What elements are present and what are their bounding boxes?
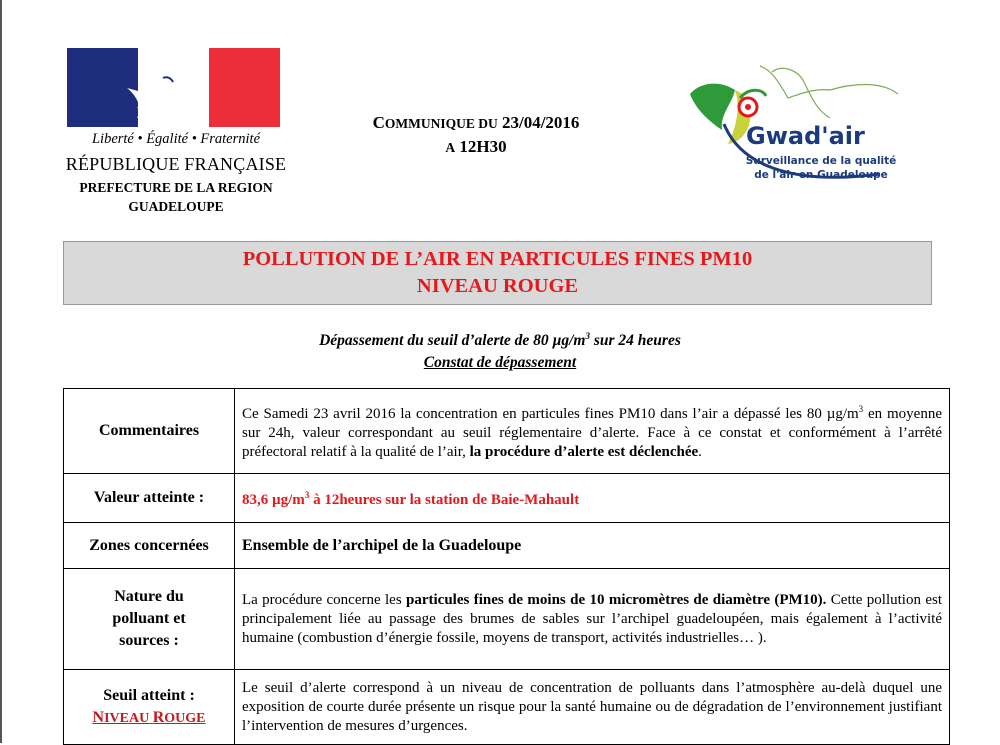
gwadair-logo xyxy=(680,64,910,194)
communique-date xyxy=(326,111,626,159)
commentaires-label: Commentaires xyxy=(64,389,235,474)
communique-line1: COMMUNIQUE DU 23/04/2016 xyxy=(372,113,580,132)
nature-label: Nature du polluant et sources : xyxy=(64,569,235,670)
threshold-subtitle: Dépassement du seuil d’alerte de 80 $\mu g/m^3$ sur 24 heures xyxy=(319,331,681,350)
table-row xyxy=(64,474,950,523)
seuil-label: Seuil atteint : NIVEAU ROUGE xyxy=(64,670,235,745)
alert-title: POLLUTION DE L’AIR EN PARTICULES FINES PM10 xyxy=(242,248,753,270)
communique-line2: A 12H30 xyxy=(445,137,507,156)
republic-name: RÉPUBLIQUE FRANÇAISE xyxy=(65,154,287,174)
nature-text: La procédure concerne les particules fines de moins de 10 micromètres de diamètre (PM10). Cette pollution est principalement liée au passage des brumes de sables sur l’archipel guadeloupéen, mais également à l’activité humaine (combustion d’énergie fossile, moyens de transport, activités industrielles… ). xyxy=(235,569,950,670)
prefecture-line2: GUADELOUPE xyxy=(128,199,224,214)
seuil-text: Le seuil d’alerte correspond à un niveau de concentration de polluants dans l’atmosphère au-delà duquel une exposition de courte durée présente un risque pour la santé humaine ou de dégradation de l’environnement justifiant l’intervention de mesures d’urgences. xyxy=(235,670,950,745)
table-row xyxy=(64,523,950,569)
valeur-label: Valeur atteinte : xyxy=(64,474,235,523)
alert-level-title: NIVEAU ROUGE xyxy=(416,275,579,297)
marianne-logo xyxy=(67,48,280,127)
valeur-text: 83,6 $\mu g/m^3$ à 12heures sur la station de Baie-Mahault xyxy=(235,474,950,523)
prefecture-line1: PREFECTURE DE LA REGION xyxy=(79,180,273,195)
prefecture-name xyxy=(62,178,290,216)
marianne-profile-icon xyxy=(67,48,280,127)
table-row xyxy=(64,389,950,474)
zones-text: Ensemble de l’archipel de la Guadeloupe xyxy=(235,523,950,569)
alert-details-table xyxy=(63,388,950,745)
motto: Liberté • Égalité • Fraternité xyxy=(91,131,261,147)
alert-title-banner xyxy=(63,241,932,305)
commentaires-text: Ce Samedi 23 avril 2016 la concentration en particules fines PM10 dans l’air a dépassé les 80 $\mu g/m^3$ en moyenne sur 24h, valeur correspondant au seuil réglementaire d’alerte. Face à ce constat et conformément à l’arrêté préfectoral relatif à la qualité de l’air, la procédure d’alerte est déclenchée. xyxy=(235,389,950,474)
table-row xyxy=(64,569,950,670)
gwadair-name: Gwad'air xyxy=(746,122,865,150)
zones-label: Zones concernées xyxy=(64,523,235,569)
gwadair-tagline: Surveillance de la qualité de l'air en Guadeloupe xyxy=(745,155,897,181)
table-row xyxy=(64,670,950,745)
niveau-rouge-label: NIVEAU ROUGE xyxy=(92,708,206,726)
finding-subtitle: Constat de dépassement xyxy=(423,354,577,371)
